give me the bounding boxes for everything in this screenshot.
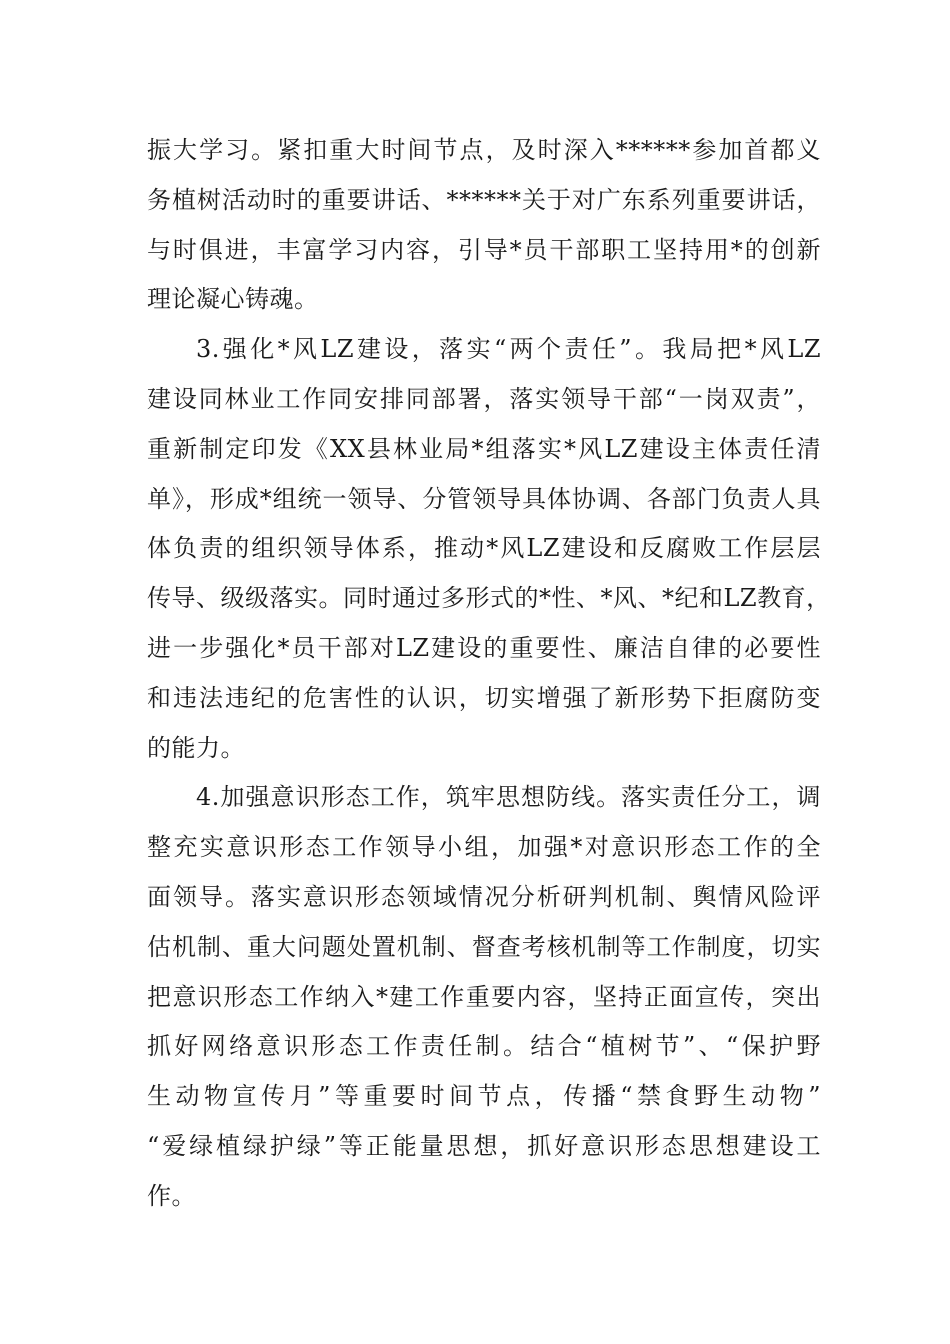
paragraph-line: 务植树活动时的重要讲话、******关于对广东系列重要讲话，	[147, 185, 821, 214]
paragraph-line: 作。	[147, 1181, 196, 1210]
paragraph-line: 整充实意识形态工作领导小组，加强*对意识形态工作的全	[147, 833, 821, 862]
paragraph-line: 面领导。落实意识形态领域情况分析研判机制、舆情风险评	[147, 882, 821, 911]
paragraph-study-continuation	[147, 126, 821, 325]
paragraph-line: 4.加强意识形态工作，筑牢思想防线。落实责任分工，调	[196, 783, 821, 812]
paragraph-line: 估机制、重大问题处置机制、督查考核机制等工作制度，切实	[147, 932, 821, 961]
paragraph-line: 单》，形成*组统一领导、分管领导具体协调、各部门负责人具	[147, 484, 821, 513]
paragraph-line: 把意识形态工作纳入*建工作重要内容，坚持正面宣传，突出	[147, 982, 821, 1011]
paragraph-line: 重新制定印发《XX县林业局*组落实*风LZ建设主体责任清	[147, 434, 821, 463]
paragraph-line: 理论凝心铸魂。	[147, 285, 319, 314]
paragraph-item-3	[147, 325, 831, 773]
paragraph-line: 与时俱进，丰富学习内容，引导*员干部职工坚持用*的创新	[147, 235, 821, 264]
paragraph-line: 抓好网络意识形态工作责任制。结合“植树节”、“保护野	[147, 1032, 821, 1061]
paragraph-line: 的能力。	[147, 733, 245, 762]
paragraph-line: 建设同林业工作同安排同部署，落实领导干部“一岗双责”，	[147, 384, 821, 413]
paragraph-line: 生动物宣传月”等重要时间节点，传播“禁食野生动物”	[147, 1082, 821, 1111]
paragraph-line: 体负责的组织领导体系，推动*风LZ建设和反腐败工作层层	[147, 534, 821, 563]
paragraph-line: 振大学习。紧扣重大时间节点，及时深入******参加首都义	[147, 136, 821, 164]
paragraph-line: 传导、级级落实。同时通过多形式的*性、*风、*纪和LZ教育，	[147, 584, 831, 613]
document-body	[147, 126, 831, 1222]
paragraph-line: 3.强化*风LZ建设，落实“两个责任”。我局把*风LZ	[196, 335, 821, 364]
paragraph-item-4	[147, 773, 821, 1221]
paragraph-line: 和违法违纪的危害性的认识，切实增强了新形势下拒腐防变	[147, 683, 821, 712]
paragraph-line: “爱绿植绿护绿”等正能量思想，抓好意识形态思想建设工	[147, 1131, 821, 1160]
paragraph-line: 进一步强化*员干部对LZ建设的重要性、廉洁自律的必要性	[147, 633, 821, 662]
